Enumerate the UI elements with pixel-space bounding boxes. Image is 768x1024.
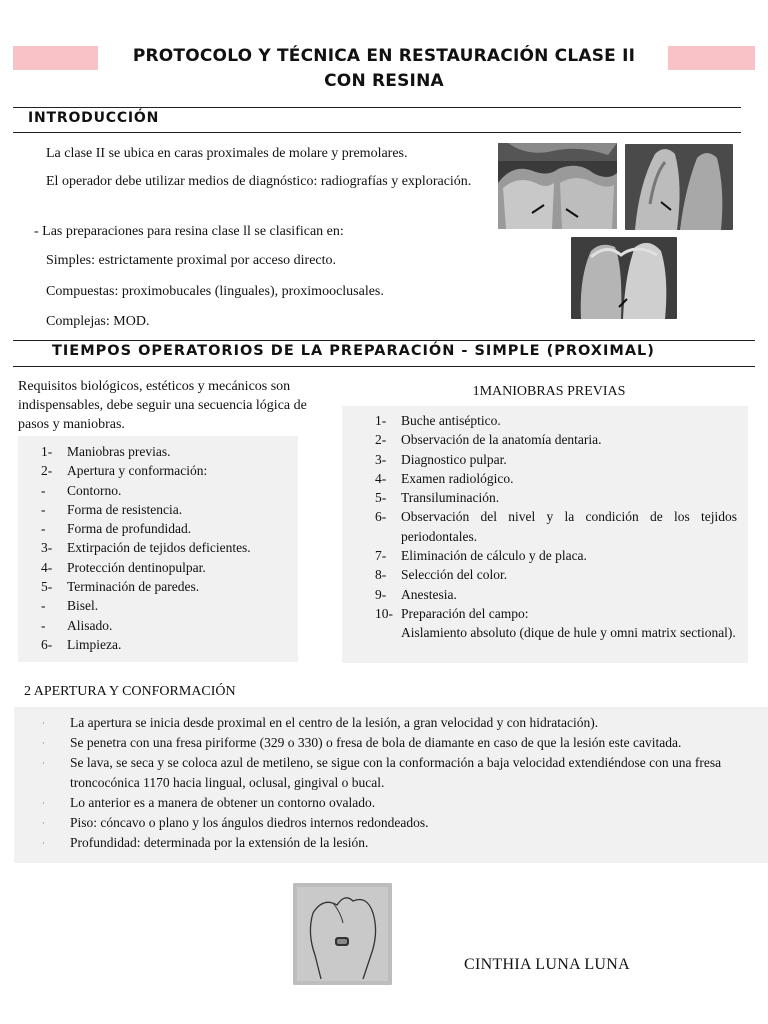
list-item: - Forma de resistencia.: [41, 501, 183, 517]
list-item: 9- Anestesia.: [375, 586, 457, 602]
list-item: - Bisel.: [41, 598, 99, 614]
list-item: 4- Protección dentinopulpar.: [41, 559, 206, 575]
intro-heading: INTRODUCCIÓN: [28, 110, 160, 126]
list-item: - Alisado.: [41, 617, 113, 633]
intro-paragraph: Complejas: MOD.: [46, 314, 150, 329]
page-title: [100, 44, 668, 94]
intro-paragraph: La clase II se ubica en caras proximales de molare y premolares.: [46, 146, 408, 161]
maniobras-list: [375, 411, 737, 643]
xray-image-molar: [571, 237, 677, 319]
apertura-box: [14, 707, 768, 863]
divider: [13, 132, 741, 133]
tiempos-heading: TIEMPOS OPERATORIOS DE LA PREPARACIÓN - SIMPLE (PROXIMAL): [52, 343, 655, 359]
list-item: · La apertura se inicia desde proximal en el centro de la lesión, a gran velocidad y con hidratación).: [42, 715, 599, 730]
list-item: 3- Diagnostico pulpar.: [375, 451, 507, 467]
steps-box: [18, 436, 298, 662]
list-item: 2- Observación de la anatomía dentaria.: [375, 432, 602, 448]
title-line-1: PROTOCOLO Y TÉCNICA EN RESTAURACIÓN CLASE II: [129, 44, 639, 69]
list-item: 6- Limpieza.: [41, 636, 122, 652]
tooth-sketch-image: [293, 883, 392, 985]
xray-image-periapical: [625, 144, 733, 230]
intro-paragraph: - Las preparaciones para resina clase ll se clasifican en:: [34, 224, 344, 239]
list-item: · Se lava, se seca y se coloca azul de metileno, se sigue con la conformación a baja velocidad extendiéndose con una fresa troncocónica 1170 hacia lingual, oclusal, gingival o bucal.: [42, 755, 722, 790]
list-item: 2- Apertura y conformación:: [41, 463, 208, 479]
maniobras-heading: 1MANIOBRAS PREVIAS: [472, 384, 626, 399]
list-item: 4- Examen radiológico.: [375, 470, 514, 486]
list-item: 6- Observación del nivel y la condición de los tejidos periodontales.: [375, 509, 737, 544]
list-item: 5- Transiluminación.: [375, 490, 500, 506]
maniobras-box: [342, 406, 748, 663]
apertura-list: [40, 713, 740, 853]
divider: [13, 366, 755, 367]
list-item: - Forma de profundidad.: [41, 521, 192, 537]
intro-paragraph: Compuestas: proximobucales (linguales), proximooclusales.: [46, 284, 384, 299]
intro-paragraph: El operador debe utilizar medios de diagnóstico: radiografías y exploración.: [46, 174, 472, 189]
list-item: 8- Selección del color.: [375, 567, 508, 583]
divider: [13, 107, 741, 108]
title-line-2: CON RESINA: [324, 71, 444, 91]
divider: [13, 340, 755, 341]
list-item: · Piso: cóncavo o plano y los ángulos diedros internos redondeados.: [42, 815, 429, 830]
list-item: 5- Terminación de paredes.: [41, 579, 200, 595]
apertura-heading: 2 APERTURA Y CONFORMACIÓN: [24, 684, 236, 699]
list-item: · Se penetra con una fresa piriforme (329 o 330) o fresa de bola de diamante en caso de que la lesión este cavitada.: [42, 735, 682, 750]
list-item: · Profundidad: determinada por la extensión de la lesión.: [42, 835, 369, 850]
xray-image-bitewing: [498, 143, 617, 229]
list-item: - Contorno.: [41, 482, 122, 498]
intro-paragraph: Simples: estrictamente proximal por acceso directo.: [46, 253, 337, 268]
steps-list: [41, 442, 291, 654]
list-item: Aislamiento absoluto (dique de hule y omni matrix sectional).: [401, 625, 736, 641]
list-item: 1- Buche antiséptico.: [375, 413, 501, 428]
author-name: CINTHIA LUNA LUNA: [464, 956, 630, 973]
header-pink-bar-right: [668, 46, 755, 70]
list-item: 3- Extirpación de tejidos deficientes.: [41, 540, 251, 556]
list-item: 10- Preparación del campo:: [375, 605, 529, 621]
list-item: 1- Maniobras previas.: [41, 444, 171, 459]
list-item: 7- Eliminación de cálculo y de placa.: [375, 548, 587, 564]
header-pink-bar-left: [13, 46, 98, 70]
list-item: · Lo anterior es a manera de obtener un contorno ovalado.: [42, 795, 376, 810]
requisitos-text: Requisitos biológicos, estéticos y mecánicos son indispensables, debe seguir una secuencia lógica de pasos y maniobras.: [18, 379, 307, 432]
